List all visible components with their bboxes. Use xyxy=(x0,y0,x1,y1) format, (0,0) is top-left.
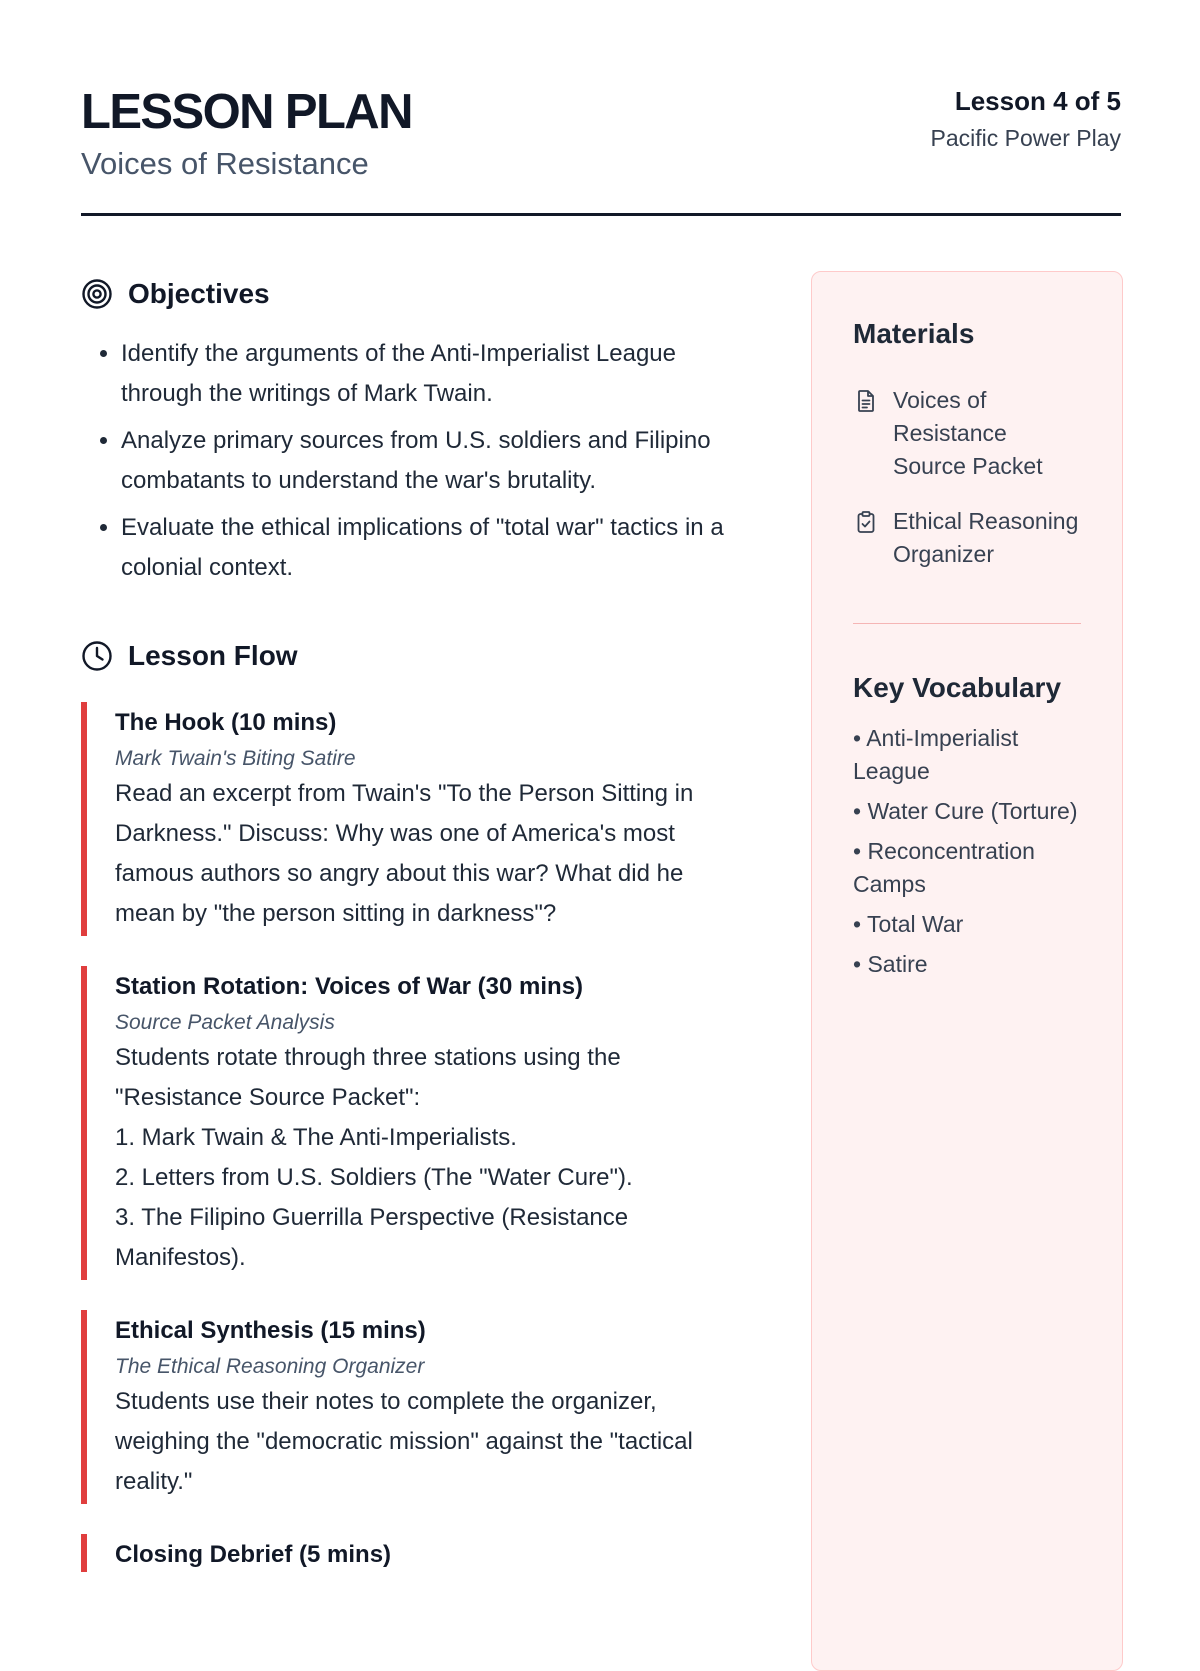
target-icon xyxy=(81,278,113,310)
objectives-list xyxy=(81,334,749,588)
step-title: Ethical Synthesis (15 mins) xyxy=(115,1317,426,1344)
materials-list xyxy=(853,384,1081,571)
clipboard-check-icon xyxy=(853,509,879,535)
flow-step-hook xyxy=(81,702,749,936)
flow-step-ethical-synthesis xyxy=(81,1310,749,1504)
document-icon xyxy=(853,388,879,414)
step-title: Closing Debrief (5 mins) xyxy=(115,1541,392,1568)
lesson-number: Lesson 4 of 5 xyxy=(954,86,1121,116)
objectives-section xyxy=(81,272,749,588)
vocabulary-item: • Satire xyxy=(853,951,928,977)
lesson-subtitle: Voices of Resistance xyxy=(81,146,369,181)
step-title: The Hook (10 mins) xyxy=(115,709,337,736)
flow-steps xyxy=(81,702,749,1572)
step-subtitle: The Ethical Reasoning Organizer xyxy=(115,1355,425,1378)
vocabulary-item: • Reconcentration Camps xyxy=(853,838,1035,897)
material-label: Ethical Reasoning Organizer xyxy=(893,508,1079,567)
materials-heading: Materials xyxy=(853,318,975,349)
vocabulary-term: Total War xyxy=(867,911,964,937)
step-body-line: 1. Mark Twain & The Anti-Imperialists. xyxy=(115,1124,517,1151)
vocabulary-term: Water Cure (Torture) xyxy=(867,798,1078,824)
step-title: Station Rotation: Voices of War (30 mins) xyxy=(115,973,584,1000)
clock-icon xyxy=(81,640,113,672)
step-body-line: 2. Letters from U.S. Soldiers (The "Water Cure"). xyxy=(115,1164,633,1191)
flow-step-station-rotation xyxy=(81,966,749,1280)
material-item xyxy=(853,505,1081,571)
objective-item: • Evaluate the ethical implications of "total war" tactics in a colonial context. xyxy=(121,508,749,588)
lesson-flow-section xyxy=(81,634,749,1572)
card-divider xyxy=(853,623,1081,624)
main-column xyxy=(81,272,749,1572)
objective-item: • Identify the arguments of the Anti-Imperialist League through the writings of Mark Twain. xyxy=(121,334,749,414)
lesson-flow-header xyxy=(81,634,749,678)
vocabulary-item: • Anti-Imperialist League xyxy=(853,725,1019,784)
material-item xyxy=(853,384,1081,483)
objectives-header xyxy=(81,272,749,316)
material-label: Voices of Resistance Source Packet xyxy=(893,387,1043,479)
vocabulary-term: Reconcentration Camps xyxy=(853,838,1035,897)
step-body: Read an excerpt from Twain's "To the Person Sitting in Darkness." Discuss: Why was one of America's most famous authors so angry about this war? What did he mean by "the person sitting in darkness"? xyxy=(115,780,694,927)
unit-name: Pacific Power Play xyxy=(930,125,1121,151)
vocabulary-term: Anti-Imperialist League xyxy=(853,725,1019,784)
flow-step-closing-debrief xyxy=(81,1534,749,1572)
step-body-line: Students rotate through three stations using the "Resistance Source Packet": xyxy=(115,1044,621,1111)
step-body-line: 3. The Filipino Guerrilla Perspective (Resistance Manifestos). xyxy=(115,1204,629,1271)
objective-item: • Analyze primary sources from U.S. soldiers and Filipino combatants to understand the war's brutality. xyxy=(121,421,749,501)
page-header xyxy=(81,84,1121,216)
step-body: Students use their notes to complete the organizer, weighing the "democratic mission" against the "tactical reality." xyxy=(115,1388,693,1495)
step-subtitle: Mark Twain's Biting Satire xyxy=(115,747,356,770)
vocabulary-item: • Total War xyxy=(853,911,964,937)
vocabulary-term: Satire xyxy=(867,951,928,977)
step-subtitle: Source Packet Analysis xyxy=(115,1011,335,1034)
step-body xyxy=(115,1038,749,1280)
vocabulary-item: • Water Cure (Torture) xyxy=(853,798,1078,824)
lesson-flow-heading: Lesson Flow xyxy=(128,640,298,671)
vocabulary-list xyxy=(853,722,1081,981)
sidebar-card xyxy=(811,271,1123,1671)
vocabulary-heading: Key Vocabulary xyxy=(853,672,1062,703)
page-title: LESSON PLAN xyxy=(81,85,412,139)
lesson-meta xyxy=(931,84,1121,154)
objectives-heading: Objectives xyxy=(128,278,270,309)
